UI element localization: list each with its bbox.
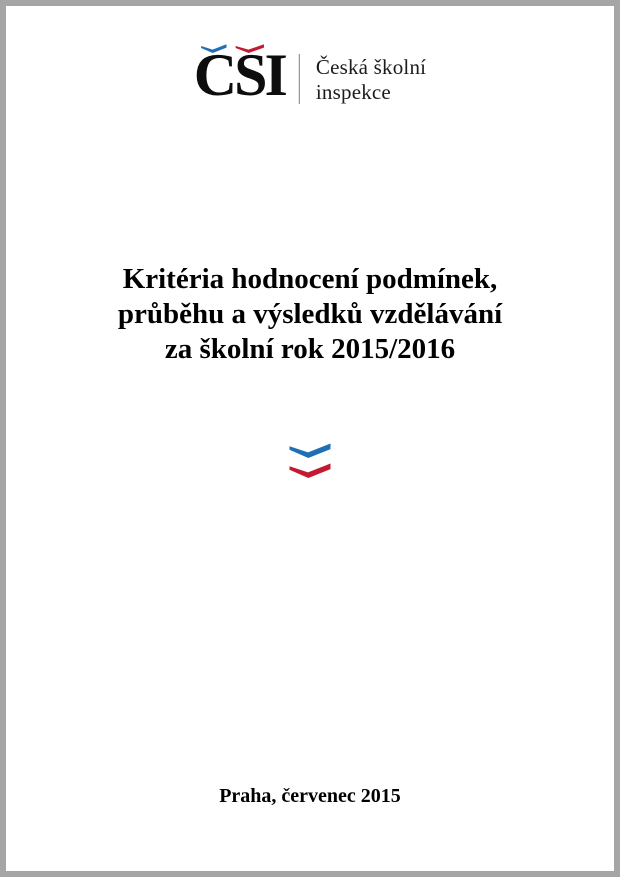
logo-org-name (316, 55, 426, 105)
logo-letter-s-glyph: S (234, 42, 265, 108)
logo-letter-c (194, 42, 234, 108)
blue-chevron-down-icon (289, 443, 331, 458)
csi-logo (194, 42, 426, 108)
title-line-1: Kritéria hodnocení podmínek, (122, 263, 498, 295)
logo-acronym (194, 42, 285, 108)
logo-letter-i-glyph: I (264, 42, 285, 108)
logo-divider (299, 54, 300, 104)
publication-place-date: Praha, červenec 2015 (219, 785, 401, 807)
publication-info (6, 785, 614, 808)
blue-caron-chevron-icon (201, 44, 227, 53)
org-name-line-1: Česká školní (315, 55, 427, 79)
red-chevron-down-icon (289, 463, 331, 478)
logo-letter-c-glyph: C (193, 42, 235, 108)
decorative-chevrons (289, 443, 331, 478)
document-title (6, 262, 614, 367)
title-line-2: průběhu a výsledků vzdělávání (117, 298, 503, 330)
title-line-3: za školní rok 2015/2016 (164, 333, 456, 365)
logo-letter-s (234, 42, 264, 108)
red-caron-chevron-icon (235, 44, 264, 53)
logo-letter-i (265, 42, 285, 108)
org-name-line-2: inspekce (315, 80, 391, 104)
